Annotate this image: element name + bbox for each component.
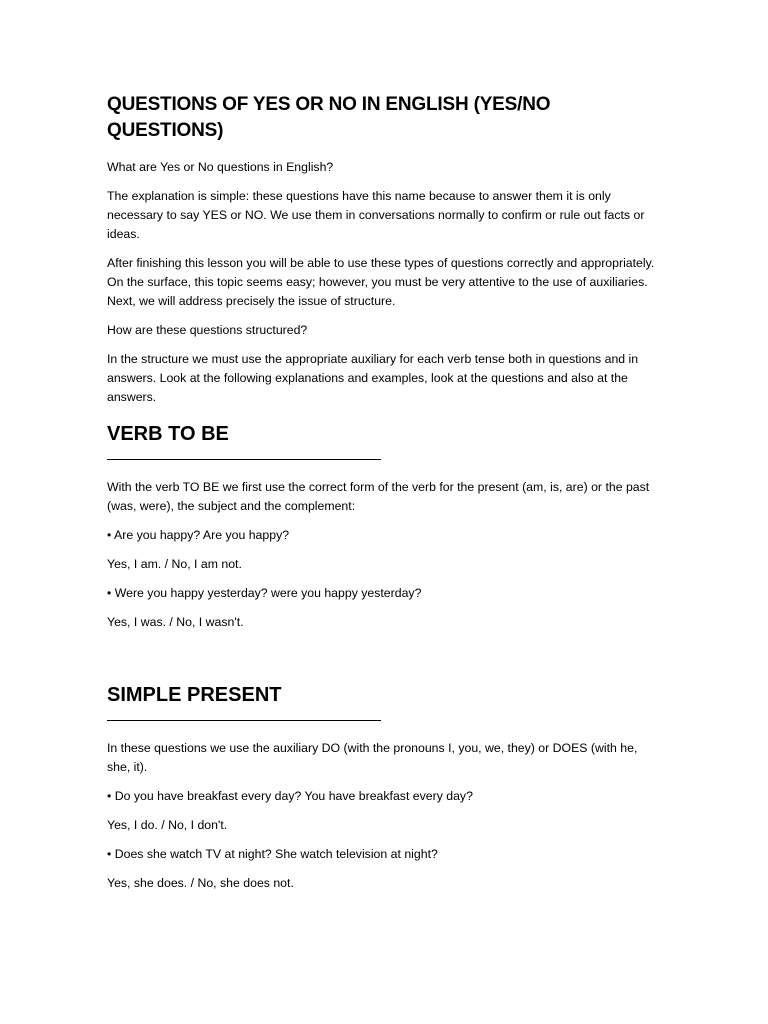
section-spacer — [107, 642, 655, 668]
simple-present-example-2: • Does she watch TV at night? She watch television at night? — [107, 847, 438, 861]
simple-present-answer-1: Yes, I do. / No, I don't. — [107, 818, 228, 832]
section-heading-verb-to-be: VERB TO BE — [107, 423, 229, 445]
intro-structure-question: How are these questions structured? — [107, 323, 308, 337]
verb-to-be-answer-2: Yes, I was. / No, I wasn't. — [107, 615, 244, 629]
section-heading-simple-present: SIMPLE PRESENT — [107, 684, 282, 706]
intro-question: What are Yes or No questions in English? — [107, 160, 334, 174]
section-divider — [107, 459, 381, 460]
section-divider — [107, 720, 381, 721]
simple-present-answer-2: Yes, she does. / No, she does not. — [107, 876, 294, 890]
simple-present-explanation: In these questions we use the auxiliary DO (with the pronouns I, you, we, they) or DOES (with he, she, it). — [107, 741, 638, 774]
intro-structure-explanation: In the structure we must use the appropriate auxiliary for each verb tense both in questions and in answers. Look at the following explanations and examples, look at the questions and also at the answers. — [107, 352, 639, 404]
verb-to-be-example-2: • Were you happy yesterday? were you happy yesterday? — [107, 586, 422, 600]
document-page — [107, 92, 655, 903]
simple-present-example-1: • Do you have breakfast every day? You have breakfast every day? — [107, 789, 473, 803]
verb-to-be-example-1: • Are you happy? Are you happy? — [107, 528, 290, 542]
verb-to-be-explanation: With the verb TO BE we first use the correct form of the verb for the present (am, is, are) or the past (was, were), the subject and the complement: — [107, 480, 650, 513]
intro-lesson-goal: After finishing this lesson you will be able to use these types of questions correctly and appropriately. On the surface, this topic seems easy; however, you must be very attentive to the use of auxiliaries. Next, we will address precisely the issue of structure. — [107, 256, 655, 308]
intro-explanation: The explanation is simple: these questions have this name because to answer them it is only necessary to say YES or NO. We use them in conversations normally to confirm or rule out facts or ideas. — [107, 189, 645, 241]
verb-to-be-answer-1: Yes, I am. / No, I am not. — [107, 557, 242, 571]
document-title: QUESTIONS OF YES OR NO IN ENGLISH (YES/NO QUESTIONS) — [107, 94, 551, 141]
